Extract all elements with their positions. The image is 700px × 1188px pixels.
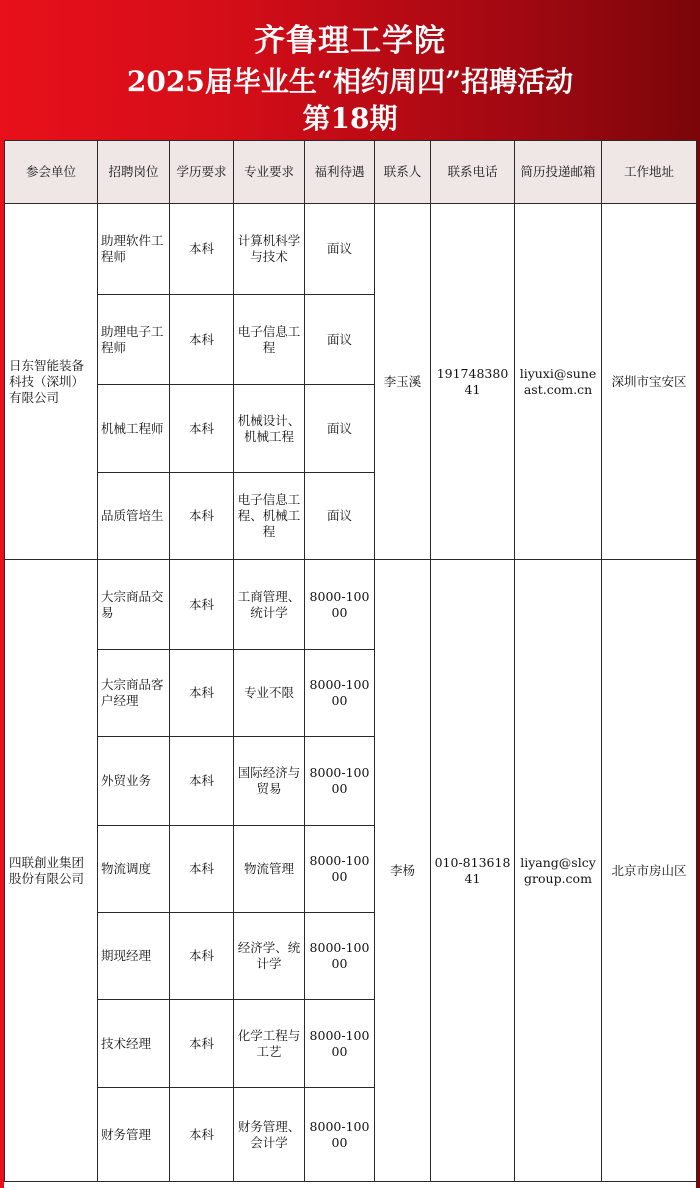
education: 本科 [170, 1088, 234, 1182]
pay: 面议 [305, 295, 375, 385]
col-header-benefits: 福利待遇 [305, 141, 375, 204]
issue-number: 第18期 [302, 102, 398, 135]
contact-person: 李杨 [375, 560, 431, 1182]
pay: 8000-10000 [305, 560, 375, 650]
job-title: 大宗商品客户经理 [98, 650, 170, 737]
pay: 8000-10000 [305, 826, 375, 913]
major: 电子信息工程 [234, 295, 305, 385]
poster-header [0, 0, 700, 140]
job-title: 大宗商品交易 [98, 560, 170, 650]
job-title: 技术经理 [98, 1000, 170, 1088]
resume-email: liyang@slcygroup.com [515, 560, 602, 1182]
education: 本科 [170, 913, 234, 1000]
pay: 面议 [305, 385, 375, 473]
job-title: 助理电子工程师 [98, 295, 170, 385]
education: 本科 [170, 560, 234, 650]
col-header-email: 简历投递邮箱 [515, 141, 602, 204]
pay: 8000-10000 [305, 650, 375, 737]
col-header-major: 专业要求 [234, 141, 305, 204]
table-row [5, 560, 697, 650]
col-header-company: 参会单位 [5, 141, 98, 204]
job-title: 财务管理 [98, 1088, 170, 1182]
education: 本科 [170, 826, 234, 913]
company-name: 日东智能装备科技（深圳）有限公司 [5, 204, 98, 560]
table-header-row [5, 141, 697, 204]
major: 专业不限 [234, 650, 305, 737]
resume-email: liyuxi@suneast.com.cn [515, 204, 602, 560]
job-title: 助理软件工程师 [98, 204, 170, 295]
contact-person: 李玉溪 [375, 204, 431, 560]
major: 工商管理、统计学 [234, 560, 305, 650]
work-address: 深圳市宝安区 [602, 204, 697, 560]
major: 机械设计、机械工程 [234, 385, 305, 473]
pay: 8000-10000 [305, 737, 375, 826]
education: 本科 [170, 650, 234, 737]
major: 化学工程与工艺 [234, 1000, 305, 1088]
company-name: 四联創业集团股份有限公司 [5, 560, 98, 1182]
education: 本科 [170, 473, 234, 560]
col-header-phone: 联系电话 [431, 141, 515, 204]
pay: 面议 [305, 204, 375, 295]
work-address: 北京市房山区 [602, 560, 697, 1182]
pay: 8000-10000 [305, 1088, 375, 1182]
job-title: 机械工程师 [98, 385, 170, 473]
pay: 8000-10000 [305, 913, 375, 1000]
recruitment-table [4, 140, 697, 1182]
col-header-address: 工作地址 [602, 141, 697, 204]
contact-phone: 19174838041 [431, 204, 515, 560]
job-title: 品质管培生 [98, 473, 170, 560]
job-title: 外贸业务 [98, 737, 170, 826]
major: 计算机科学与技术 [234, 204, 305, 295]
col-header-contact: 联系人 [375, 141, 431, 204]
major: 财务管理、会计学 [234, 1088, 305, 1182]
major: 物流管理 [234, 826, 305, 913]
school-name: 齐鲁理工学院 [254, 23, 446, 59]
major: 国际经济与贸易 [234, 737, 305, 826]
education: 本科 [170, 385, 234, 473]
pay: 面议 [305, 473, 375, 560]
col-header-education: 学历要求 [170, 141, 234, 204]
job-title: 物流调度 [98, 826, 170, 913]
job-title: 期现经理 [98, 913, 170, 1000]
major: 电子信息工程、机械工程 [234, 473, 305, 560]
contact-phone: 010-81361841 [431, 560, 515, 1182]
recruitment-table-sheet [4, 140, 696, 1188]
table-row [5, 204, 697, 295]
education: 本科 [170, 1000, 234, 1088]
col-header-position: 招聘岗位 [98, 141, 170, 204]
education: 本科 [170, 737, 234, 826]
pay: 8000-10000 [305, 1000, 375, 1088]
major: 经济学、统计学 [234, 913, 305, 1000]
event-title: 2025届毕业生“相约周四”招聘活动 [126, 65, 574, 98]
education: 本科 [170, 204, 234, 295]
education: 本科 [170, 295, 234, 385]
